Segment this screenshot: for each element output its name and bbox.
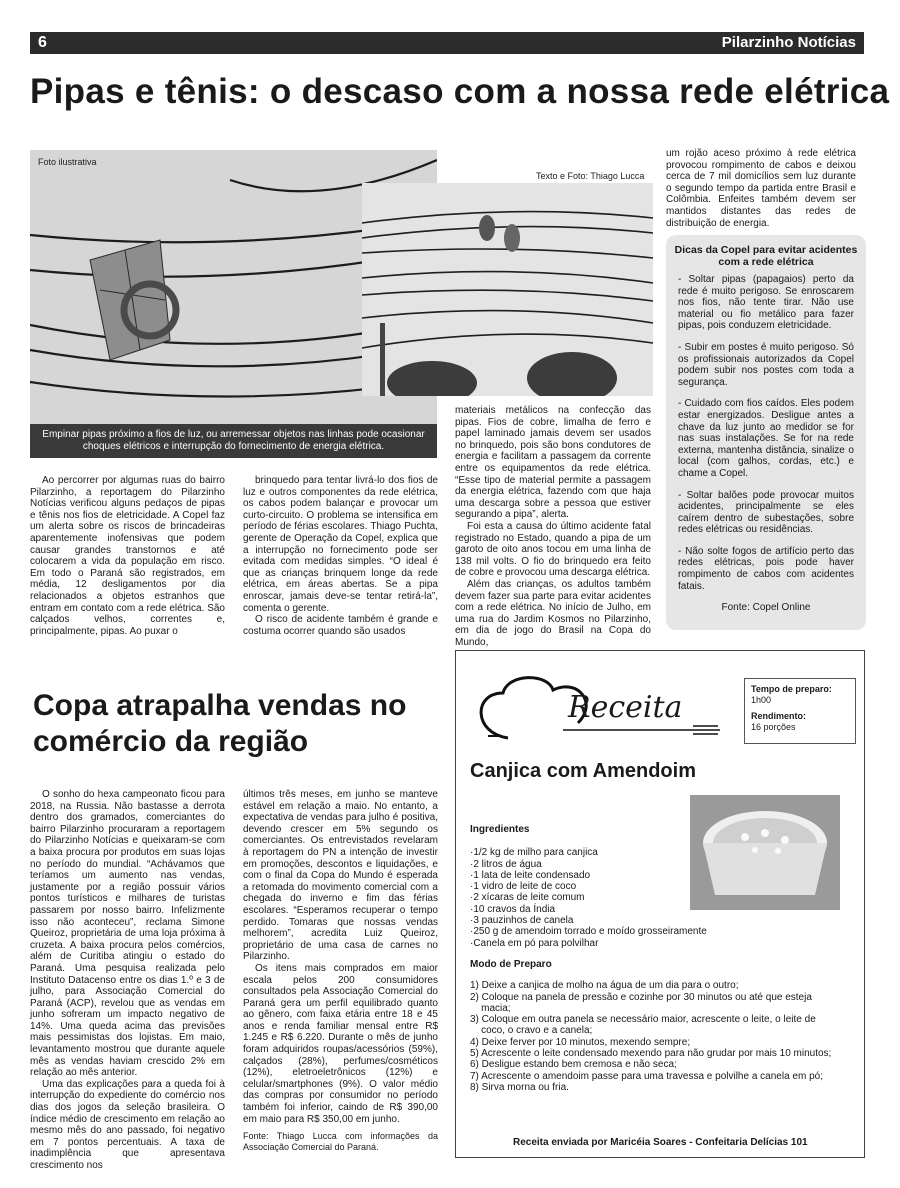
method-label: Modo de Preparo (470, 958, 552, 970)
yield-label: Rendimento: (751, 711, 806, 721)
copel-tips-box (666, 235, 866, 630)
sneakers-photo-graphic (362, 183, 653, 396)
article1-col4 (666, 148, 856, 229)
paragraph: O sonho do hexa campeonato ficou para 2018, na Russia. Não bastasse a derrota dentro dos gramados, comerciantes do bairro Pilarzinho procuraram a reportagem do Pilarzinho Notícias e queixaram-se com a baixa procura por produtos em suas lojas no período do mundial. “Achávamos que teríamos um aumento nas vendas, justamente por a região possuir vários pontos turísticos e milhares de turistas passarem por nosso bairro. Infelizmente isso não aconteceu”, reclama Simone Queiroz, proprietária de uma loja próxima à cruzeta. A baixa procura pelos comércios, além de Curitiba atingiu o estado do Paraná. Uma pesquisa realizada pelo Instituto Datacenso entre os dias 1.º e 3 de julho, para Associação Comercial do Paraná (ACP), revelou que as vendas em junho sofreram um impacto negativo de 14%. Uma queda acima das previsões mais pessimistas dos lojistas. Em maio, levantamento mostrou que durante aquele mês as vendas haviam crescido 2% em relação ao mês anterior. (30, 789, 225, 1079)
page-number: 6 (38, 34, 47, 51)
sneakers-photo (362, 183, 653, 396)
tip-item: - Subir em postes é muito perigoso. Só os profissionais autorizados da Copel podem subir nos postes com toda a segurança. (678, 341, 854, 388)
article1-headline: Pipas e tênis: o descaso com a nossa rede elétrica (30, 72, 890, 111)
tip-item: - Cuidado com fios caídos. Eles podem estar energizados. Desligue antes a chave da luz junto ao medidor se for nas suas instalações. Se for na rede externa, mantenha distância, sinalize o local (com galhos, cordas, etc.) e chame a Copel. (678, 398, 854, 479)
ingredients-label: Ingredientes (470, 824, 530, 835)
paragraph: Os itens mais comprados em maior escala pelos 200 consumidores consultados pela Associação Comercial do Paraná gera um perfil equilibrado quanto ao gênero, com faixa etária entre 18 e 45 anos e renda familiar mensal entre R$ 1.245 e R$ 6.220. Durante o mês de junho foram adquiridos roupas/acessórios (59%), calçados (28%), perfumes/cosméticos (12%), eletroeletrônicos (12%) e celular/smartphones (9%). O valor médio das compras por consumidor no período também foi inferior, caindo de R$ 390,00 em maio para R$ 350,00 em junho. (243, 962, 438, 1125)
paragraph: últimos três meses, em junho se manteve estável em relação a maio. No entanto, a expectativa de vendas para julho é positiva, devendo crescer em 5% segundo os comerciantes. Os entrevistados revelaram à reportagem do PN a intenção de investir em promoções, descontos e liquidações, e com o final da Copa do Mundo é esperada a retomada do movimento comercial com a chegada do inverno e fim das férias escolares. “Esperamos recuperar o tempo perdido. Tomaras que nossas vendas melhorem”, acredita Luiz Queiroz, proprietário de uma casa de carnes no Pilarzinho. (243, 789, 438, 963)
recipe-logo-text: Receita (568, 690, 683, 725)
method-step: 3) Coloque em outra panela se necessário maior, acrescente o leite, o leite de (470, 1014, 816, 1026)
ingredient-item: ·Canela em pó para polvilhar (470, 937, 599, 949)
photo-caption: Empinar pipas próximo a fios de luz, ou arremessar objetos nas linhas pode ocasionar choques elétricos e interrupção do fornecimento de energia elétrica. (30, 424, 437, 458)
ingredient-item: ·1 lata de leite condensado (470, 869, 591, 881)
method-step: 8) Sirva morna ou fria. (470, 1081, 569, 1093)
ingredient-item: ·10 cravos da Índia (470, 903, 556, 915)
article2-col1 (30, 789, 225, 1172)
ingredient-item: ·2 xícaras de leite comum (470, 892, 585, 904)
article1-col1 (30, 475, 225, 637)
recipe-credit: Receita enviada por Maricéia Soares - Confeitaria Delícias 101 (513, 1137, 808, 1148)
recipe-content (470, 824, 850, 1093)
article1-col2 (243, 475, 438, 637)
method-step: macia; (470, 1002, 511, 1014)
time-value: 1h00 (751, 694, 772, 705)
time-label: Tempo de preparo: (751, 684, 832, 694)
tips-title: Dicas da Copel para evitar acidentes com a rede elétrica (674, 244, 858, 268)
photo2-credit: Texto e Foto: Thiago Lucca (536, 171, 645, 181)
method-step: 1) Deixe a canjica de molho na água de um dia para o outro; (470, 980, 739, 992)
paragraph: materiais metálicos na confecção das pipas. Fios de cobre, limalha de ferro e papel laminado jamais devem ser usados no brinquedo, pois são bons condutores de energia e facilitam a passagem da corrente entre os equipamentos da rede elétrica. “Esse tipo de material permite a passagem da energia elétrica, fazendo com que haja uma descarga sobre a pessoa que estiver segurando a pipa”, alerta. (455, 405, 651, 521)
ingredient-item: ·2 litros de água (470, 858, 542, 870)
method-step: 4) Deixe ferver por 10 minutos, mexendo sempre; (470, 1036, 691, 1048)
paragraph: Além das crianças, os adultos também devem fazer sua parte para evitar acidentes com a rede elétrica. No início de Julho, em uma rua do Jardim Kosmos no Pilarzinho, em dia de jogo do Brasil na Copa do Mundo, (455, 578, 651, 648)
paragraph: Foi esta a causa do último acidente fatal registrado no Estado, quando a pipa de um garoto de oito anos tocou em uma linha de 138 mil volts. O fio do brinquedo era feito de cobre e provocou uma descarga elétrica. (455, 520, 651, 579)
ingredient-item: ·250 g de amendoim torrado e moído grosseiramente (470, 926, 707, 938)
photo1-label: Foto ilustrativa (38, 157, 97, 167)
recipe-time-box (744, 678, 856, 744)
paragraph: O risco de acidente também é grande e costuma ocorrer quando são usados (243, 614, 438, 637)
article2-col2 (243, 789, 438, 1125)
article2-source: Fonte: Thiago Lucca com informações da Associação Comercial do Paraná. (243, 1131, 438, 1152)
tip-item: - Não solte fogos de artifício perto das redes elétricas, pois pode haver rompimento de cabos com acidentes fatais. (678, 545, 854, 592)
ingredient-item: ·1/2 kg de milho para canjica (470, 847, 598, 859)
method-step: 6) Desligue estando bem cremosa e não seca; (470, 1059, 677, 1071)
article1-col3 (455, 405, 651, 648)
method-step: 5) Acrescente o leite condensado mexendo para não grudar por mais 10 minutos; (470, 1048, 832, 1060)
paragraph: Uma das explicações para a queda foi à interrupção do expediente do comércio nos dias dos jogos da seleção brasileira. O índice médio de crescimento em relação ao mesmo mês do ano passado, foi negativo em 7 pontos percentuais. A taxa de inadimplência que apresentava crescimento nos (30, 1078, 225, 1171)
paragraph: brinquedo para tentar livrá-lo dos fios de luz e outros componentes da rede elétrica, os cabos podem balançar e provocar um curto-circuito. O problema se intensifica em período de férias escolares. Thiago Puchta, gerente de Operação da Copel, explica que a interrupção no fornecimento pode ser evitada com medidas simples. “O ideal é que as crianças brinquem longe da rede elétrica, em áreas abertas. Se a pipa enroscar, jamais deve-se tentar retirá-la”, comenta o gerente. (243, 475, 438, 614)
publication-name: Pilarzinho Notícias (721, 34, 856, 51)
paragraph: Ao percorrer por algumas ruas do bairro Pilarzinho, a reportagem do Pilarzinho Notícias verificou alguns pedaços de pipas e tênis nos fios de eletricidade. A Copel faz um alerta sobre os riscos de brincadeiras aparentemente inofensivas que podem causar grandes transtornos e até colocarem a vida da população em risco. Em todo o Paraná são registrados, em média, 12 desligamentos por dia relacionados a objetos estranhos que entram em contato com a rede elétrica. São calçados velhos, correntes e, principalmente, pipas. Ao puxar o (30, 475, 225, 637)
ingredient-item: ·3 pauzinhos de canela (470, 915, 574, 927)
article2-headline: Copa atrapalha vendas no comércio da região (33, 689, 407, 758)
yield-value: 16 porções (751, 721, 796, 732)
method-step: 7) Acrescente o amendoim passe para uma travessa e polvilhe a canela em pó; (470, 1070, 823, 1082)
tips-source: Fonte: Copel Online (721, 602, 811, 614)
method-step: coco, o cravo e a canela; (470, 1025, 593, 1037)
method-step: 2) Coloque na panela de pressão e cozinhe por 30 minutos ou até que esteja (470, 991, 812, 1003)
paragraph: um rojão aceso próximo à rede elétrica provocou rompimento de cabos e deixou cerca de 7 mil domicílios sem luz durante o segundo tempo da partida entre Brasil e Colômbia. Enfeites também devem ser mantidos distantes das redes de distribuição de energia. (666, 148, 856, 229)
tip-item: - Soltar pipas (papagaios) perto da rede é muito perigoso. Se enroscarem nos fios, não tente tirar. Não use material ou fio metálico para fazer pipas, pois conduzem eletricidade. (678, 274, 854, 332)
tip-item: - Soltar balões pode provocar muitos acidentes, principalmente se eles caírem dentro de subestações, sobre redes elétricas ou residências. (678, 489, 854, 536)
recipe-title: Canjica com Amendoim (470, 760, 696, 782)
ingredient-item: ·1 vidro de leite de coco (470, 881, 577, 893)
